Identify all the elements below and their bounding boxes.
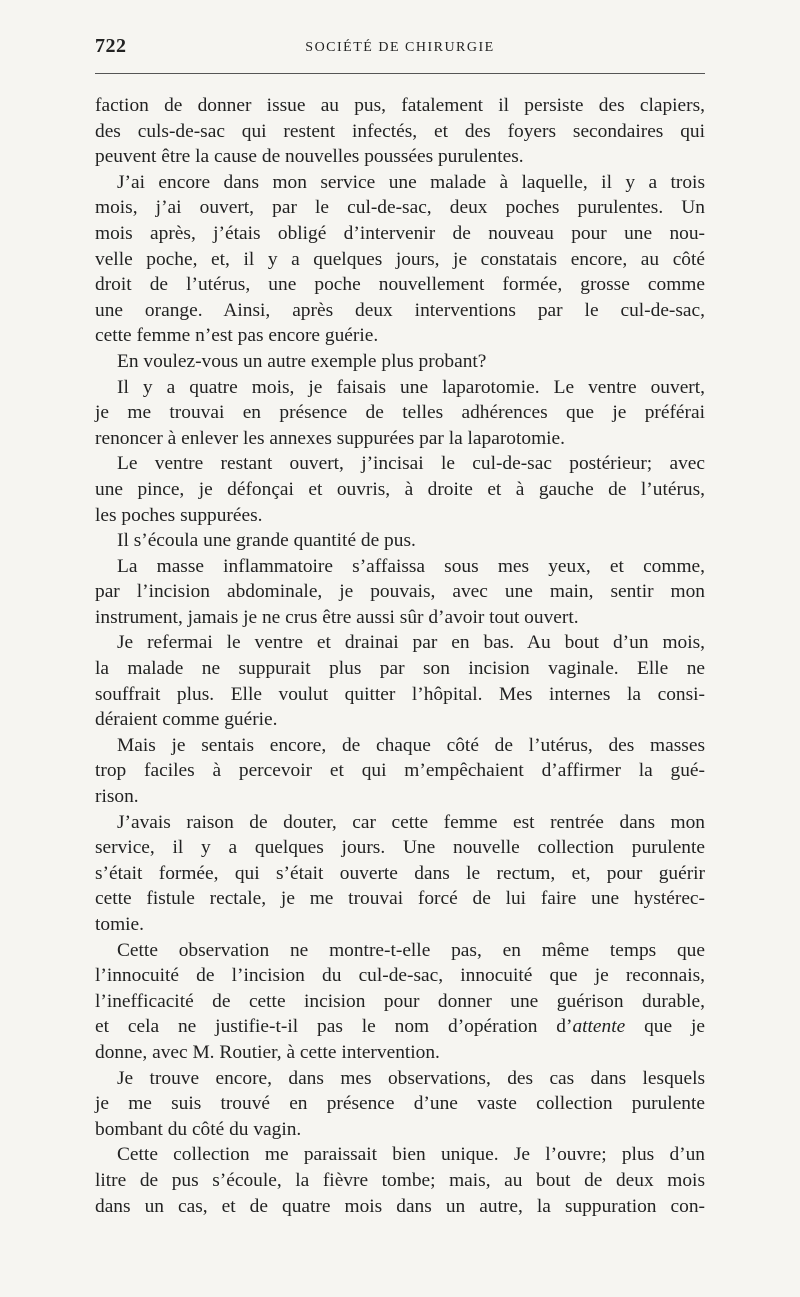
text-line: velle poche, et, il y a quelques jours, je constatais encore, au côté <box>95 248 705 270</box>
paragraph <box>95 938 705 1066</box>
text-line: bombant du côté du vagin. <box>95 1118 302 1140</box>
text-line: trop faciles à percevoir et qui m’empêchaient d’affirmer la gué- <box>95 760 705 782</box>
text-line: donne, avec M. Routier, à cette intervention. <box>95 1041 440 1063</box>
text-line: je me trouvai en présence de telles adhérences que je préférai <box>95 402 705 424</box>
text-line: Le ventre restant ouvert, j’incisai le cul-de-sac postérieur; avec <box>117 453 705 475</box>
body-text <box>95 93 705 1219</box>
text-line: Il s’écoula une grande quantité de pus. <box>117 530 416 552</box>
paragraph <box>95 554 705 631</box>
paragraph <box>95 93 705 170</box>
paragraph <box>95 375 705 452</box>
text-line: une pince, je défonçai et ouvris, à droite et à gauche de l’utérus, <box>95 478 705 500</box>
text-line: je me suis trouvé en présence d’une vaste collection purulente <box>95 1093 705 1115</box>
text-line: dans un cas, et de quatre mois dans un autre, la suppuration con- <box>95 1195 705 1217</box>
text-line: déraient comme guérie. <box>95 709 278 731</box>
running-head: SOCIÉTÉ DE CHIRURGIE <box>305 40 495 55</box>
text-line: et cela ne justifie-t-il pas le nom d’opération d’attente que je <box>95 1016 705 1038</box>
text-line: par l’incision abdominale, je pouvais, avec une main, sentir mon <box>95 581 705 603</box>
paragraph <box>95 451 705 528</box>
paragraph <box>95 733 705 810</box>
text-line: la malade ne suppurait plus par son incision vaginale. Elle ne <box>95 658 705 680</box>
text-line: cette fistule rectale, je me trouvai forcé de lui faire une hystérec- <box>95 888 705 910</box>
text-line: l’inefficacité de cette incision pour donner une guérison durable, <box>95 990 705 1012</box>
text-line: rison. <box>95 786 139 808</box>
paragraph <box>95 630 705 732</box>
text-line: J’ai encore dans mon service une malade à laquelle, il y a trois <box>117 171 705 193</box>
text-line: peuvent être la cause de nouvelles poussées purulentes. <box>95 146 524 168</box>
text-line: droit de l’utérus, une poche nouvellement formée, grosse comme <box>95 274 705 296</box>
text-line: service, il y a quelques jours. Une nouvelle collection purulente <box>95 837 705 859</box>
text-line: La masse inflammatoire s’affaissa sous mes yeux, et comme, <box>117 555 705 577</box>
page-number: 722 <box>95 35 127 57</box>
text-line: mois après, j’étais obligé d’intervenir de nouveau pour une nou- <box>95 222 705 244</box>
paragraph <box>95 170 705 349</box>
text-line: Il y a quatre mois, je faisais une laparotomie. Le ventre ouvert, <box>117 376 705 398</box>
paragraph <box>95 528 705 554</box>
text-line: souffrait plus. Elle voulut quitter l’hôpital. Mes internes la consi- <box>95 683 705 705</box>
text-line: cette femme n’est pas encore guérie. <box>95 325 379 347</box>
text-line: des culs-de-sac qui restent infectés, et des foyers secondaires qui <box>95 120 705 142</box>
paragraph <box>95 1066 705 1143</box>
text-line: renoncer à enlever les annexes suppurées par la laparotomie. <box>95 427 566 449</box>
text-line: Cette collection me paraissait bien unique. Je l’ouvre; plus d’un <box>117 1144 705 1166</box>
text-line: Cette observation ne montre-t-elle pas, en même temps que <box>117 939 705 961</box>
paragraph <box>95 349 705 375</box>
text-line: une orange. Ainsi, après deux interventions par le cul-de-sac, <box>95 299 705 321</box>
paragraph <box>95 810 705 938</box>
text-line: Je refermai le ventre et drainai par en bas. Au bout d’un mois, <box>117 632 705 654</box>
text-line: En voulez-vous un autre exemple plus probant? <box>117 350 487 372</box>
text-line: l’innocuité de l’incision du cul-de-sac, innocuité que je reconnais, <box>95 965 705 987</box>
text-line: litre de pus s’écoule, la fièvre tombe; mais, au bout de deux mois <box>95 1169 705 1191</box>
page-header <box>95 35 705 63</box>
header-rule <box>95 73 705 74</box>
text-line: les poches suppurées. <box>95 504 263 526</box>
text-line: faction de donner issue au pus, fatalement il persiste des clapiers, <box>95 95 705 116</box>
text-line: mois, j’ai ouvert, par le cul-de-sac, deux poches purulentes. Un <box>95 197 705 219</box>
text-line: Mais je sentais encore, de chaque côté de l’utérus, des masses <box>117 734 705 756</box>
paragraph <box>95 1142 705 1219</box>
text-line: J’avais raison de douter, car cette femme est rentrée dans mon <box>117 811 705 833</box>
text-line: Je trouve encore, dans mes observations, des cas dans lesquels <box>117 1067 705 1089</box>
text-line: s’était formée, qui s’était ouverte dans le rectum, et, pour guérir <box>95 862 705 884</box>
text-line: tomie. <box>95 914 145 935</box>
text-line: instrument, jamais je ne crus être aussi sûr d’avoir tout ouvert. <box>95 606 579 628</box>
